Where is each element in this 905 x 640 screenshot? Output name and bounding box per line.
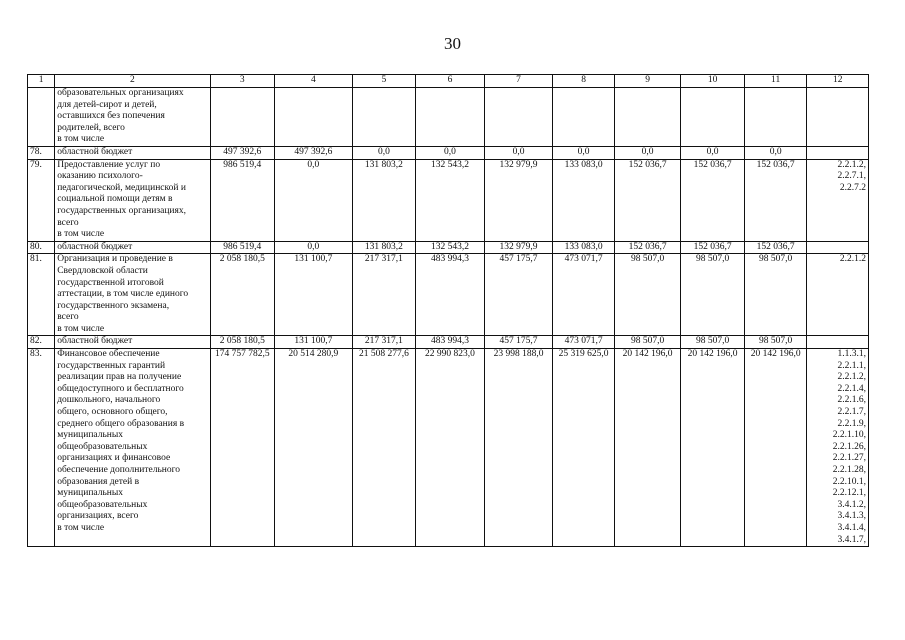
- row-name: [55, 159, 210, 241]
- value-cell: 98 507,0: [681, 336, 745, 349]
- column-header: 9: [614, 75, 681, 88]
- row-name-line: в том числе: [57, 323, 105, 334]
- row-name-line: дошкольного, начального: [57, 395, 161, 406]
- value-cell: 0,0: [484, 146, 553, 159]
- row-name-line: реализации прав на получение: [57, 372, 182, 383]
- value-cell: [614, 88, 681, 147]
- column-header: 3: [210, 75, 275, 88]
- row-name: [55, 254, 210, 336]
- reference-item: 3.4.1.4,: [837, 522, 866, 533]
- value-cell: 133 083,0: [553, 159, 615, 241]
- row-name-line: образования детей в: [57, 476, 140, 487]
- value-cell: [352, 88, 416, 147]
- row-name-line: государственного экзамена,: [57, 300, 170, 311]
- value-cell: 98 507,0: [681, 254, 745, 336]
- row-name-line: родителей, всего: [57, 122, 125, 133]
- row-number: 82.: [28, 336, 55, 349]
- value-cell: 483 994,3: [416, 254, 485, 336]
- reference-item: 3.4.1.2,: [837, 499, 866, 510]
- budget-table: [27, 74, 869, 547]
- row-name-line: в том числе: [57, 522, 105, 533]
- reference-cell: [807, 349, 869, 547]
- reference-cell: [807, 159, 869, 241]
- row-name-line: государственных гарантий: [57, 360, 166, 371]
- reference-item: 2.2.1.27,: [832, 453, 866, 464]
- row-name-line: государственных организациях,: [57, 205, 187, 216]
- value-cell: 0,0: [553, 146, 615, 159]
- row-number: 78.: [28, 146, 55, 159]
- value-cell: 217 317,1: [352, 336, 416, 349]
- table-row: [28, 159, 869, 241]
- table-row: [28, 241, 869, 254]
- value-cell: 174 757 782,5: [210, 349, 275, 547]
- row-name: [55, 88, 210, 147]
- reference-item: 2.2.12.1,: [832, 488, 866, 499]
- value-cell: 497 392,6: [210, 146, 275, 159]
- value-cell: 25 319 625,0: [553, 349, 615, 547]
- value-cell: 132 543,2: [416, 159, 485, 241]
- value-cell: 131 100,7: [275, 336, 353, 349]
- row-name-line: обеспечение дополнительного: [57, 465, 181, 475]
- column-header: 11: [744, 75, 807, 88]
- value-cell: 20 142 196,0: [681, 349, 745, 547]
- value-cell: 0,0: [744, 146, 807, 159]
- value-cell: 2 058 180,5: [210, 336, 275, 349]
- table-row: [28, 336, 869, 349]
- row-name-line: областной бюджет: [57, 336, 133, 347]
- value-cell: 98 507,0: [614, 336, 681, 349]
- value-cell: 20 142 196,0: [614, 349, 681, 547]
- value-cell: 986 519,4: [210, 241, 275, 254]
- reference-cell: [807, 336, 869, 349]
- row-name-line: всего: [57, 217, 79, 228]
- value-cell: 98 507,0: [744, 254, 807, 336]
- table-row: [28, 349, 869, 547]
- value-cell: 98 507,0: [614, 254, 681, 336]
- row-name-line: общеобразовательных: [57, 499, 148, 510]
- row-name-line: Предоставление услуг по: [57, 159, 161, 170]
- value-cell: 497 392,6: [275, 146, 353, 159]
- reference-item: 2.2.1.9,: [837, 418, 866, 429]
- row-name-line: организациях, всего: [57, 511, 139, 522]
- row-name-line: общего, основного общего,: [57, 407, 168, 418]
- reference-cell: [807, 146, 869, 159]
- row-name-line: для детей-сирот и детей,: [57, 99, 157, 110]
- value-cell: 473 071,7: [553, 254, 615, 336]
- value-cell: 132 543,2: [416, 241, 485, 254]
- reference-item: 3.4.1.3,: [837, 511, 866, 522]
- row-name-line: областной бюджет: [57, 146, 133, 157]
- reference-item: 2.2.1.2,: [837, 372, 866, 383]
- value-cell: 0,0: [275, 241, 353, 254]
- table-body: [28, 88, 869, 547]
- value-cell: 98 507,0: [744, 336, 807, 349]
- reference-item: 2.2.1.1,: [837, 360, 866, 371]
- header-row: [28, 75, 869, 88]
- reference-cell: [807, 254, 869, 336]
- value-cell: 457 175,7: [484, 254, 553, 336]
- reference-item: 2.2.1.6,: [837, 395, 866, 406]
- column-header: 5: [352, 75, 416, 88]
- row-number: [28, 88, 55, 147]
- value-cell: 131 100,7: [275, 254, 353, 336]
- value-cell: [744, 88, 807, 147]
- value-cell: 23 998 188,0: [484, 349, 553, 547]
- value-cell: 22 990 823,0: [416, 349, 485, 547]
- row-name-line: в том числе: [57, 229, 105, 240]
- value-cell: 2 058 180,5: [210, 254, 275, 336]
- column-header: 7: [484, 75, 553, 88]
- row-name-line: среднего общего образования в: [57, 418, 185, 429]
- row-name-line: оказанию психолого-: [57, 171, 143, 182]
- reference-item: 2.2.1.4,: [837, 383, 866, 394]
- value-cell: 217 317,1: [352, 254, 416, 336]
- column-header: 12: [807, 75, 869, 88]
- reference-cell: [807, 88, 869, 147]
- value-cell: 133 083,0: [553, 241, 615, 254]
- row-name: [55, 241, 210, 254]
- row-number: 81.: [28, 254, 55, 336]
- row-name-line: Организация и проведение в: [57, 254, 173, 265]
- value-cell: 0,0: [416, 146, 485, 159]
- reference-item: 3.4.1.7,: [837, 534, 866, 545]
- value-cell: 20 514 280,9: [275, 349, 353, 547]
- row-name-line: аттестации, в том числе единого: [57, 289, 189, 300]
- value-cell: 152 036,7: [614, 241, 681, 254]
- value-cell: 0,0: [681, 146, 745, 159]
- value-cell: 473 071,7: [553, 336, 615, 349]
- value-cell: 986 519,4: [210, 159, 275, 241]
- column-header: 6: [416, 75, 485, 88]
- value-cell: 483 994,3: [416, 336, 485, 349]
- row-name-line: государственной итоговой: [57, 277, 164, 288]
- row-name-line: в том числе: [57, 134, 105, 145]
- reference-item: 2.2.7.1,: [837, 171, 866, 182]
- row-name-line: образовательных организациях: [57, 88, 184, 98]
- row-name: [55, 146, 210, 159]
- table-row: [28, 88, 869, 147]
- value-cell: 21 508 277,6: [352, 349, 416, 547]
- value-cell: 152 036,7: [681, 159, 745, 241]
- row-name-line: социальной помощи детям в: [57, 194, 173, 205]
- row-name: [55, 349, 210, 547]
- row-name-line: оставшихся без попечения: [57, 111, 165, 122]
- value-cell: 131 803,2: [352, 159, 416, 241]
- reference-item: 1.1.3.1,: [837, 349, 866, 360]
- reference-item: 2.2.7.2: [839, 182, 866, 193]
- value-cell: [484, 88, 553, 147]
- reference-item: 2.2.1.28,: [832, 465, 866, 475]
- value-cell: 0,0: [614, 146, 681, 159]
- row-name-line: педагогической, медицинской и: [57, 182, 186, 193]
- value-cell: 131 803,2: [352, 241, 416, 254]
- value-cell: [416, 88, 485, 147]
- value-cell: [210, 88, 275, 147]
- value-cell: 457 175,7: [484, 336, 553, 349]
- row-name-line: общедоступного и бесплатного: [57, 383, 184, 394]
- column-header: 4: [275, 75, 353, 88]
- value-cell: 20 142 196,0: [744, 349, 807, 547]
- column-header: 10: [681, 75, 745, 88]
- page-number: 30: [444, 34, 461, 53]
- reference-item: 2.2.1.2: [839, 254, 866, 265]
- row-number: 83.: [28, 349, 55, 547]
- row-name-line: всего: [57, 312, 79, 323]
- value-cell: 152 036,7: [744, 159, 807, 241]
- table-row: [28, 254, 869, 336]
- column-header: 8: [553, 75, 615, 88]
- value-cell: 152 036,7: [744, 241, 807, 254]
- reference-item: 2.2.1.10,: [832, 430, 866, 441]
- row-name-line: организациях и финансовое: [57, 453, 171, 464]
- row-name-line: Свердловской области: [57, 265, 148, 276]
- reference-item: 2.2.10.1,: [832, 476, 866, 487]
- row-number: 79.: [28, 159, 55, 241]
- value-cell: [553, 88, 615, 147]
- value-cell: 152 036,7: [614, 159, 681, 241]
- value-cell: 152 036,7: [681, 241, 745, 254]
- row-name-line: общеобразовательных: [57, 441, 148, 452]
- row-name-line: Финансовое обеспечение: [57, 349, 160, 360]
- value-cell: 132 979,9: [484, 159, 553, 241]
- row-number: 80.: [28, 241, 55, 254]
- column-header: 1: [28, 75, 55, 88]
- value-cell: 0,0: [275, 159, 353, 241]
- row-name-line: муниципальных: [57, 488, 123, 499]
- row-name-line: муниципальных: [57, 430, 123, 441]
- reference-item: 2.2.1.2,: [837, 159, 866, 170]
- value-cell: [681, 88, 745, 147]
- value-cell: 0,0: [352, 146, 416, 159]
- reference-item: 2.2.1.26,: [832, 441, 866, 452]
- value-cell: 132 979,9: [484, 241, 553, 254]
- table-row: [28, 146, 869, 159]
- reference-cell: [807, 241, 869, 254]
- reference-item: 2.2.1.7,: [837, 407, 866, 418]
- value-cell: [275, 88, 353, 147]
- column-header: 2: [55, 75, 210, 88]
- row-name: [55, 336, 210, 349]
- row-name-line: областной бюджет: [57, 241, 133, 252]
